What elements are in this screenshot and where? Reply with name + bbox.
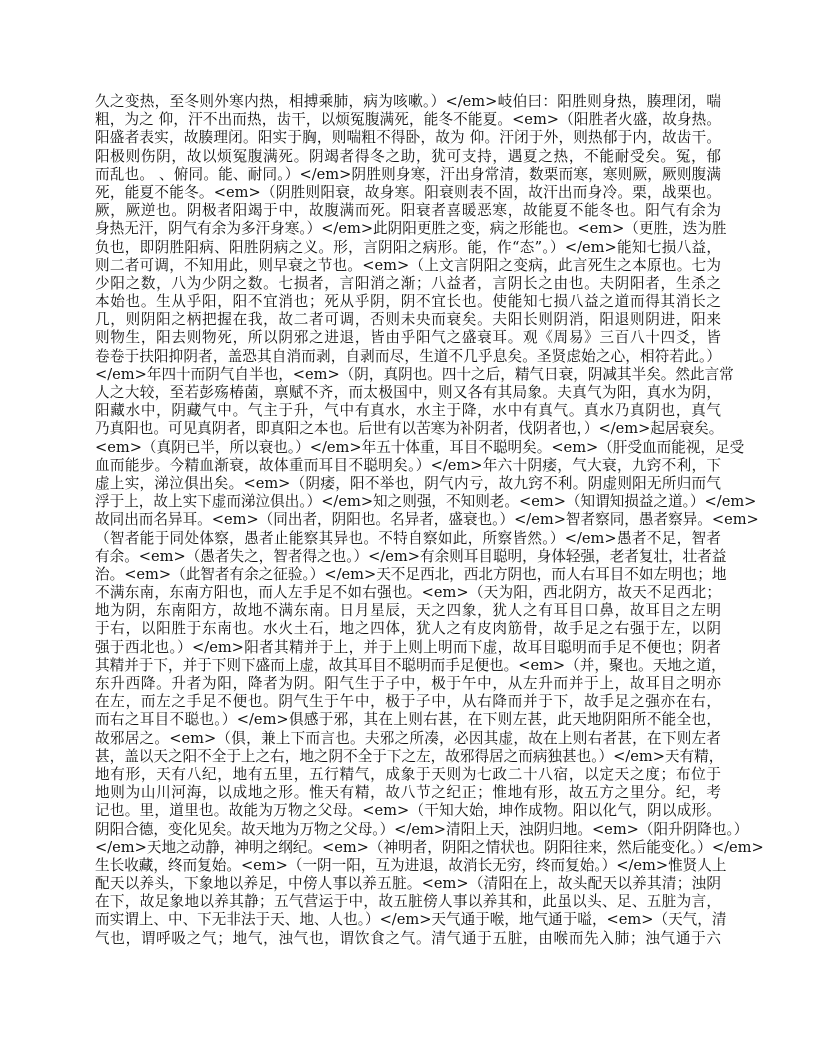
text-line: 浮于上，故上实下虚而涕泣俱出。）</em>知之则强，不知则老。<em>（知谓知损益之道。）</em> — [95, 493, 757, 511]
text-line: 地则为山川河海，以成地之形。惟天有精，故八节之纪正；惟地有形，故五方之里分。纪，考 — [95, 784, 721, 802]
text-line: 久之变热，至冬则外寒内热，相搏乘肺，病为咳嗽。）</em>岐伯曰：阳胜则身热，腠理闭，喘 — [95, 93, 721, 110]
text-line: 而实谓上、中、下无非法于天、地、人也。）</em>天气通于喉，地气通于嗌，<em>（天气，清 — [95, 911, 727, 929]
text-line: 几，则阴阳之柄把握在我，故二者可调，否则未央而衰矣。夫阳长则阴消，阳退则阴进，阳来 — [95, 311, 721, 329]
text-line: 本始也。生从乎阳，阳不宜消也；死从乎阴，阴不宜长也。使能知七损八益之道而得其消长之 — [95, 293, 721, 311]
text-line: 阳盛者表实，故腠理闭。阳实于胸，则喘粗不得卧，故为 仰。汗闭于外，则热郁于内，故齿干。 — [95, 129, 721, 147]
text-line: 而右之耳目不聪也。）</em>俱感于邪，其在上则右甚，在下则左甚，此天地阴阳所不能全也， — [95, 711, 721, 729]
text-line: 粗，为之 仰，汗不出而热，齿干，以烦冤腹满死，能冬不能夏。<em>（阳胜者火盛，故身热。 — [95, 111, 721, 129]
text-line: 强于西北也。）</em>阳者其精并于上，并于上则上明而下虚，故耳目聪明而手足不便也；阴者 — [95, 638, 721, 656]
text-line: 故邪居之。<em>（俱，兼上下而言也。夫邪之所凑，必因其虚，故在上则右者甚，在下则左者 — [95, 729, 721, 747]
text-line: 气也，谓呼吸之气；地气，浊气也，谓饮食之气。清气通于五脏，由喉而先入肺；浊气通于六 — [95, 929, 721, 947]
text-line: 身热无汗，阴气有余为多汗身寒。）</em>此阴阳更胜之变，病之形能也。<em>（更胜，迭为胜 — [95, 220, 727, 238]
document-body — [95, 93, 764, 948]
text-line: 有余。<em>（愚者失之，智者得之也。）</em>有余则耳目聪明，身体轻强，老者复壮，壮者益 — [95, 547, 727, 565]
text-line: 其精并于下，并于下则下盛而上虚，故其耳目不聪明而手足便也。<em>（并，聚也。天地之道， — [95, 656, 726, 674]
text-line: 不满东南，东南方阳也，而人左手足不如右强也。<em>（天为阳，西北阴方，故天不足西北； — [95, 584, 721, 602]
text-line: 甚，盖以天之阳不全于上之右，地之阴不全于下之左，故邪得居之而病独甚也。）</em>天有精， — [95, 747, 724, 765]
text-line: 而乱也。 、俯同。能、耐同。）</em>阴胜则身寒，汗出身常清，数栗而寒，寒则厥，厥则腹满 — [95, 165, 721, 183]
text-line: 地为阴，东南阳方，故地不满东南。日月星辰，天之四象，犹人之有耳目口鼻，故耳目之左明 — [95, 602, 721, 620]
text-line: 则物生，阳去则物死，所以阴邪之进退，皆由乎阳气之盛衰耳。观《周易》三百八十四爻，皆 — [95, 329, 721, 347]
text-line: 卷卷于扶阳抑阴者，盖恐其自消而剥，自剥而尽，生道不几乎息矣。圣贤虑始之心，相符若此。） — [95, 347, 721, 365]
text-line: 乃真阳也。可见真阴者，即真阳之本也。后世有以苦寒为补阴者，伐阴者也，）</em>起居衰矣。 — [95, 420, 724, 438]
text-line: 阳极则伤阴，故以烦冤腹满死。阴竭者得冬之助，犹可支持，遇夏之热，不能耐受矣。冤，郁 — [95, 147, 721, 165]
text-line: 在下，故足象地以养其静；五气营运于中，故五脏傍人事以养其和，此虽以头、足、五脏为言， — [95, 893, 721, 911]
text-line: 则二者可调，不知用此，则早衰之节也。<em>（上文言阴阳之变病，此言死生之本原也。七为 — [95, 256, 721, 274]
text-line: 在左，而左之手足不便也。阴气生于午中，极于子中，从右降而并于下，故手足之强亦在右， — [95, 693, 721, 711]
text-line: 故同出而名异耳。<em>（同出者，阴阳也。名异者，盛衰也。）</em>智者察同，愚者察异。<em> — [95, 511, 759, 529]
text-line: 生长收藏，终而复始。<em>（一阴一阳，互为进退，故消长无穷，终而复始。）</em>惟贤人上 — [95, 856, 727, 874]
text-line: 阳藏水中，阴藏气中。气主于升，气中有真水，水主于降，水中有真气。真水乃真阴也，真气 — [95, 402, 721, 420]
text-line: 死，能夏不能冬。<em>（阴胜则阳衰，故身寒。阳衰则表不固，故汗出而身冷。栗，战栗也。 — [95, 183, 721, 201]
text-line: 治。<em>（此智者有余之征验。）</em>天不足西北，西北方阴也，而人右耳目不如左明也；地 — [95, 565, 727, 583]
text-line: 少阳之数，八为少阴之数。七损者，言阳消之渐；八益者，言阴长之由也。夫阴阳者，生杀之 — [95, 274, 721, 292]
text-line: 虚上实，涕泣俱出矣。<em>（阴痿，阳不举也，阴气内亏，故九窍不利。阴虚则阳无所归而气 — [95, 474, 721, 492]
text-line: 负也，即阴胜阳病、阳胜阴病之义。形，言阴阳之病形。能，作“态”。）</em>能知七损八益， — [95, 238, 721, 256]
text-line: 地有形，天有八纪，地有五里，五行精气，成象于天则为七政二十八宿，以定天之度；布位于 — [95, 765, 721, 783]
text-line: 配天以养头，下象地以养足，中傍人事以养五脏。<em>（清阳在上，故头配天以养其清；浊阴 — [95, 875, 721, 893]
text-line: 记也。里，道里也。故能为万物之父母。<em>（干知大始，坤作成物。阳以化气，阴以成形。 — [95, 802, 721, 820]
text-line: 血而能步。今精血渐衰，故体重而耳目不聪明矣。）</em>年六十阴痿，气大衰，九窍不利，下 — [95, 456, 721, 474]
text-line: 人之大较，至若彭殇椿菌，禀赋不齐，而太极国中，则又各有其局象。夫真气为阳，真水为阴， — [95, 384, 721, 401]
text-line: 东升西降。升者为阳，降者为阴。阳气生于子中，极于午中，从左升而并于上，故耳目之明亦 — [95, 675, 721, 692]
text-line: </em>年四十而阴气自半也，<em>（阴，真阴也。四十之后，精气日衰，阴减其半矣。然此言常 — [95, 365, 734, 383]
text-line: 阴阳合德，变化见矣。故天地为万物之父母。）</em>清阳上天，浊阴归地。<em>（阳升阴降也。） — [95, 820, 749, 838]
text-line: （智者能于同处体察，愚者止能察其异也。不特自察如此，所察皆然。）</em>愚者不足，智者 — [95, 529, 721, 547]
text-line: 厥，厥逆也。阴极者阳竭于中，故腹满而死。阳衰者喜暖恶寒，故能夏不能冬也。阳气有余为 — [95, 202, 721, 220]
text-line: <em>（真阴已半，所以衰也。）</em>年五十体重，耳目不聪明矣。<em>（肝受血而能视，足受 — [95, 438, 745, 456]
text-line: </em>天地之动静，神明之纲纪。<em>（神明者，阴阳之情状也。阴阳往来，然后能变化。）</em> — [95, 838, 764, 856]
text-line: 于右，以阳胜于东南也。水火土石，地之四体，犹人之有皮肉筋骨，故手足之右强于左，以阴 — [95, 620, 721, 638]
